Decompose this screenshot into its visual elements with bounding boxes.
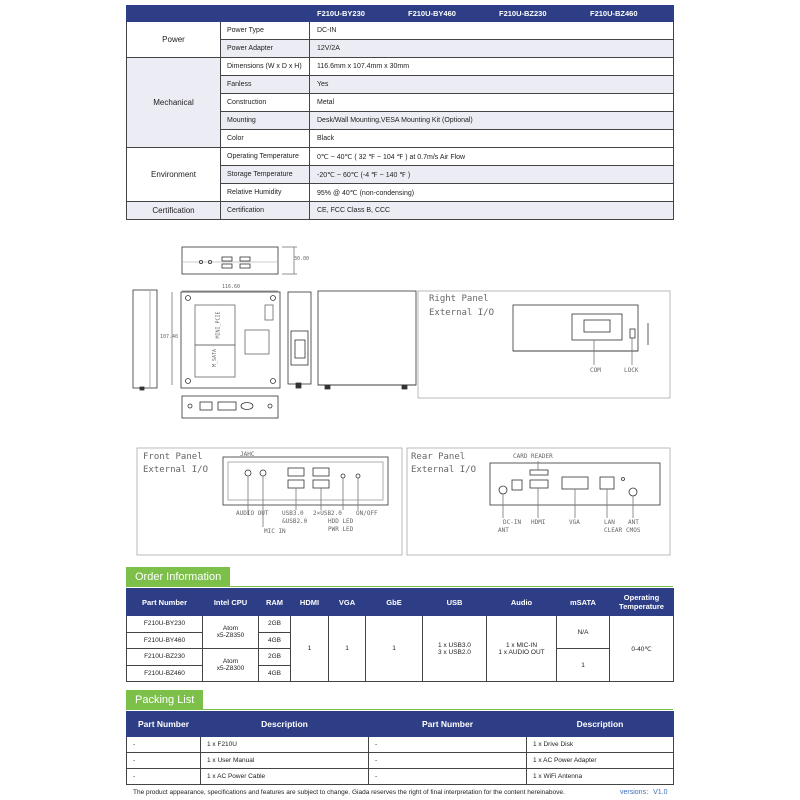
spec-key: Storage Temperature xyxy=(221,166,310,184)
packing-row xyxy=(127,753,674,769)
order-part-number: F210U-BZ460 xyxy=(127,665,203,682)
mechanical-drawings xyxy=(0,235,800,565)
dim-depth-label: 107.40 xyxy=(160,334,179,340)
packing-header: Part Number xyxy=(127,712,201,737)
order-header: mSATA xyxy=(557,589,610,616)
front-audio-out-label: AUDIO OUT xyxy=(236,510,269,517)
spec-key: Certification xyxy=(221,202,310,220)
front-usb xyxy=(288,468,304,476)
spec-value: Yes xyxy=(310,76,674,94)
right-panel-lock xyxy=(630,329,635,338)
right-lock-label: LOCK xyxy=(624,367,639,374)
order-gbe: 1 xyxy=(366,616,423,682)
packing-part-number: - xyxy=(127,753,201,769)
end-view-connector xyxy=(291,331,308,365)
spec-key: Power Type xyxy=(221,22,310,40)
front-jack xyxy=(260,470,266,476)
order-cpu-line: Atom xyxy=(222,658,239,665)
packing-section-title: Packing List xyxy=(126,690,203,710)
packing-part-number: - xyxy=(127,769,201,785)
spec-row xyxy=(127,58,674,76)
rear-cmos-label: CMOS xyxy=(626,527,641,534)
packing-header: Part Number xyxy=(369,712,527,737)
front-led xyxy=(356,474,360,478)
packing-header-row xyxy=(127,712,674,737)
spec-value: -20℃ ~ 60℃ (-4 ℉ ~ 140 ℉ ) xyxy=(310,166,674,184)
front-mic-in-label: MIC IN xyxy=(264,528,286,535)
packing-header: Description xyxy=(527,712,674,737)
packing-description: 1 x WiFi Antenna xyxy=(527,769,674,785)
order-header: VGA xyxy=(329,589,366,616)
packing-description: 1 x F210U xyxy=(201,737,369,753)
order-part-number: F210U-BZ230 xyxy=(127,649,203,666)
spec-model-header: F210U-BZ460 xyxy=(583,6,674,22)
spec-row xyxy=(127,202,674,220)
spec-header-row xyxy=(127,6,674,22)
bottom-port xyxy=(218,402,236,410)
order-ram: 2GB xyxy=(259,616,291,633)
spec-row xyxy=(127,148,674,166)
dim-width-label: 116.60 xyxy=(222,284,241,290)
spec-key: Power Adapter xyxy=(221,40,310,58)
bottom-port-round xyxy=(241,403,253,410)
rear-panel-subtitle: External I/O xyxy=(411,465,477,475)
version-label: versions：V1.0 xyxy=(620,789,668,796)
front-jahc-label: JAHC xyxy=(240,451,255,458)
packing-header: Description xyxy=(201,712,369,737)
order-vga: 1 xyxy=(329,616,366,682)
top-usb-port xyxy=(240,264,250,268)
front-panel-title: Front Panel xyxy=(143,452,203,462)
order-msata: 1 xyxy=(557,649,610,682)
spec-key: Color xyxy=(221,130,310,148)
spec-category: Environment xyxy=(127,148,221,202)
front-pwr-led-label: PWR LED xyxy=(328,526,354,533)
rear-ant-right xyxy=(629,488,637,496)
board-hole xyxy=(186,296,191,301)
front-usb2-label: 2×USB2.0 xyxy=(313,510,342,517)
order-usb xyxy=(423,616,487,682)
spec-value: DC-IN xyxy=(310,22,674,40)
front-panel-subtitle: External I/O xyxy=(143,465,209,475)
spec-value: 116.6mm x 107.4mm x 30mm xyxy=(310,58,674,76)
right-panel-com xyxy=(572,314,622,340)
spec-value: Metal xyxy=(310,94,674,112)
order-audio-line: 1 x AUDIO OUT xyxy=(498,648,545,656)
order-cpu-line: x5-Z8300 xyxy=(216,665,245,672)
spec-value: Black xyxy=(310,130,674,148)
packing-row xyxy=(127,769,674,785)
side-large-foot xyxy=(402,385,407,389)
order-part-number: F210U-BY460 xyxy=(127,632,203,649)
board-hole xyxy=(186,379,191,384)
order-temp: 0-40℃ xyxy=(610,616,674,682)
board-msata-label: M_SATA xyxy=(212,348,219,368)
rear-cmos xyxy=(622,478,625,481)
right-com-label: COM xyxy=(590,367,601,374)
order-audio-line: 1 x MIC-IN xyxy=(505,641,538,649)
top-usb-port xyxy=(240,257,250,261)
spec-category: Power xyxy=(127,22,221,58)
end-view-foot xyxy=(296,383,301,388)
order-header-row xyxy=(127,589,674,616)
rear-vga xyxy=(562,477,588,489)
order-usb-line: 3 x USB2.0 xyxy=(438,648,471,656)
order-ram: 4GB xyxy=(259,632,291,649)
rear-clear-label: CLEAR xyxy=(604,527,623,534)
order-header: RAM xyxy=(259,589,291,616)
order-hdmi: 1 xyxy=(291,616,329,682)
rear-hdmi-label: HDMI xyxy=(531,519,546,526)
top-usb-port xyxy=(222,264,232,268)
order-ram: 2GB xyxy=(259,649,291,666)
top-usb-port xyxy=(222,257,232,261)
spec-key: Mounting xyxy=(221,112,310,130)
rear-lan-label: LAN xyxy=(604,519,615,526)
right-panel-title: Right Panel xyxy=(429,294,489,304)
packing-description: 1 x AC Power Cable xyxy=(201,769,369,785)
spec-value: 12V/2A xyxy=(310,40,674,58)
rear-card-reader xyxy=(530,470,548,475)
order-header: Intel CPU xyxy=(203,589,259,616)
rear-panel-title: Rear Panel xyxy=(411,452,466,462)
board-chip xyxy=(245,330,269,354)
spec-value: 0℃ ~ 40℃ ( 32 ℉ ~ 104 ℉ ) at 0.7m/s Air Flow xyxy=(310,148,674,166)
packing-row xyxy=(127,737,674,753)
front-panel-inner xyxy=(228,462,383,500)
spec-header-blank xyxy=(127,6,221,22)
spec-row xyxy=(127,22,674,40)
rear-card-reader-label: CARD READER xyxy=(513,453,553,460)
order-audio xyxy=(487,616,557,682)
order-header: Part Number xyxy=(127,589,203,616)
front-onoff-label: ON/OFF xyxy=(356,510,378,517)
front-usb xyxy=(288,480,304,488)
spec-value: 95% @ 40℃ (non-condensing) xyxy=(310,184,674,202)
board-hole xyxy=(271,379,276,384)
order-table xyxy=(126,588,674,682)
packing-part-number: - xyxy=(369,753,527,769)
spec-table xyxy=(126,5,674,220)
front-led xyxy=(341,474,345,478)
spec-model-header: F210U-BZ230 xyxy=(492,6,583,22)
front-usb3-label: USB3.0 xyxy=(282,510,304,517)
rear-ant-left xyxy=(499,486,507,494)
rear-ant-left-label: ANT xyxy=(498,527,509,534)
end-view-port xyxy=(295,340,305,358)
spec-value: CE, FCC Class B, CCC xyxy=(310,202,674,220)
front-jack xyxy=(245,470,251,476)
order-section-rule xyxy=(126,586,673,587)
spec-model-header: F210U-BY460 xyxy=(401,6,492,22)
footer-note: The product appearance, specifications and features are subject to change. Giada reserves the right of final interpretation for the content hereinabove. xyxy=(133,789,565,796)
order-header: HDMI xyxy=(291,589,329,616)
right-panel-device xyxy=(513,305,638,351)
packing-description: 1 x User Manual xyxy=(201,753,369,769)
rear-ant-right-label: ANT xyxy=(628,519,639,526)
order-cpu xyxy=(203,616,259,649)
rear-vga-label: VGA xyxy=(569,519,580,526)
right-panel-subtitle: External I/O xyxy=(429,308,495,318)
front-usb xyxy=(313,480,329,488)
packing-part-number: - xyxy=(127,737,201,753)
right-panel-com-inner xyxy=(584,320,610,332)
order-msata: N/A xyxy=(557,616,610,649)
device-bottom-front xyxy=(182,396,278,418)
bottom-jack xyxy=(188,404,192,408)
rear-hdmi xyxy=(530,480,548,488)
front-hdd-led-label: HDD LED xyxy=(328,518,354,525)
rear-lan xyxy=(600,477,614,489)
spec-category: Certification xyxy=(127,202,221,220)
board-hole xyxy=(271,296,276,301)
side-large-foot xyxy=(325,385,330,389)
order-header: USB xyxy=(423,589,487,616)
device-end-view xyxy=(288,292,311,384)
order-ram: 4GB xyxy=(259,665,291,682)
packing-description: 1 x Drive Disk xyxy=(527,737,674,753)
order-section-title: Order Information xyxy=(126,567,230,587)
spec-key: Relative Humidity xyxy=(221,184,310,202)
device-side-left xyxy=(133,290,157,388)
order-header: Audio xyxy=(487,589,557,616)
rear-dc-in xyxy=(512,480,522,490)
spec-header-blank xyxy=(221,6,310,22)
device-side-large xyxy=(318,291,416,385)
spec-key: Construction xyxy=(221,94,310,112)
bottom-port xyxy=(200,402,212,410)
packing-section-rule xyxy=(126,709,673,710)
order-part-number: F210U-BY230 xyxy=(127,616,203,633)
spec-key: Dimensions (W x D x H) xyxy=(221,58,310,76)
packing-part-number: - xyxy=(369,769,527,785)
order-cpu-line: x5-Z8350 xyxy=(216,632,245,639)
order-cpu-line: Atom xyxy=(222,625,239,632)
side-left-foot xyxy=(140,387,144,390)
board-minipcie-label: MINI_PCIE xyxy=(215,311,222,339)
front-usb3-sub-label: &USB2.0 xyxy=(282,518,308,525)
spec-key: Operating Temperature xyxy=(221,148,310,166)
packing-description: 1 x AC Power Adapter xyxy=(527,753,674,769)
order-usb-line: 1 x USB3.0 xyxy=(438,641,471,649)
front-usb xyxy=(313,468,329,476)
order-header: Operating Temperature xyxy=(610,589,674,616)
device-top-view xyxy=(182,247,278,274)
spec-model-header: F210U-BY230 xyxy=(310,6,401,22)
spec-category: Mechanical xyxy=(127,58,221,148)
order-header: GbE xyxy=(366,589,423,616)
dim-height-label: 30.00 xyxy=(294,256,310,262)
spec-value: Desk/Wall Mounting,VESA Mounting Kit (Optional) xyxy=(310,112,674,130)
spec-key: Fanless xyxy=(221,76,310,94)
rear-dc-in-label: DC-IN xyxy=(503,519,522,526)
board-connector xyxy=(265,305,273,320)
packing-table xyxy=(126,711,674,785)
order-row xyxy=(127,616,674,633)
packing-part-number: - xyxy=(369,737,527,753)
order-cpu xyxy=(203,649,259,682)
bottom-jack xyxy=(268,404,272,408)
